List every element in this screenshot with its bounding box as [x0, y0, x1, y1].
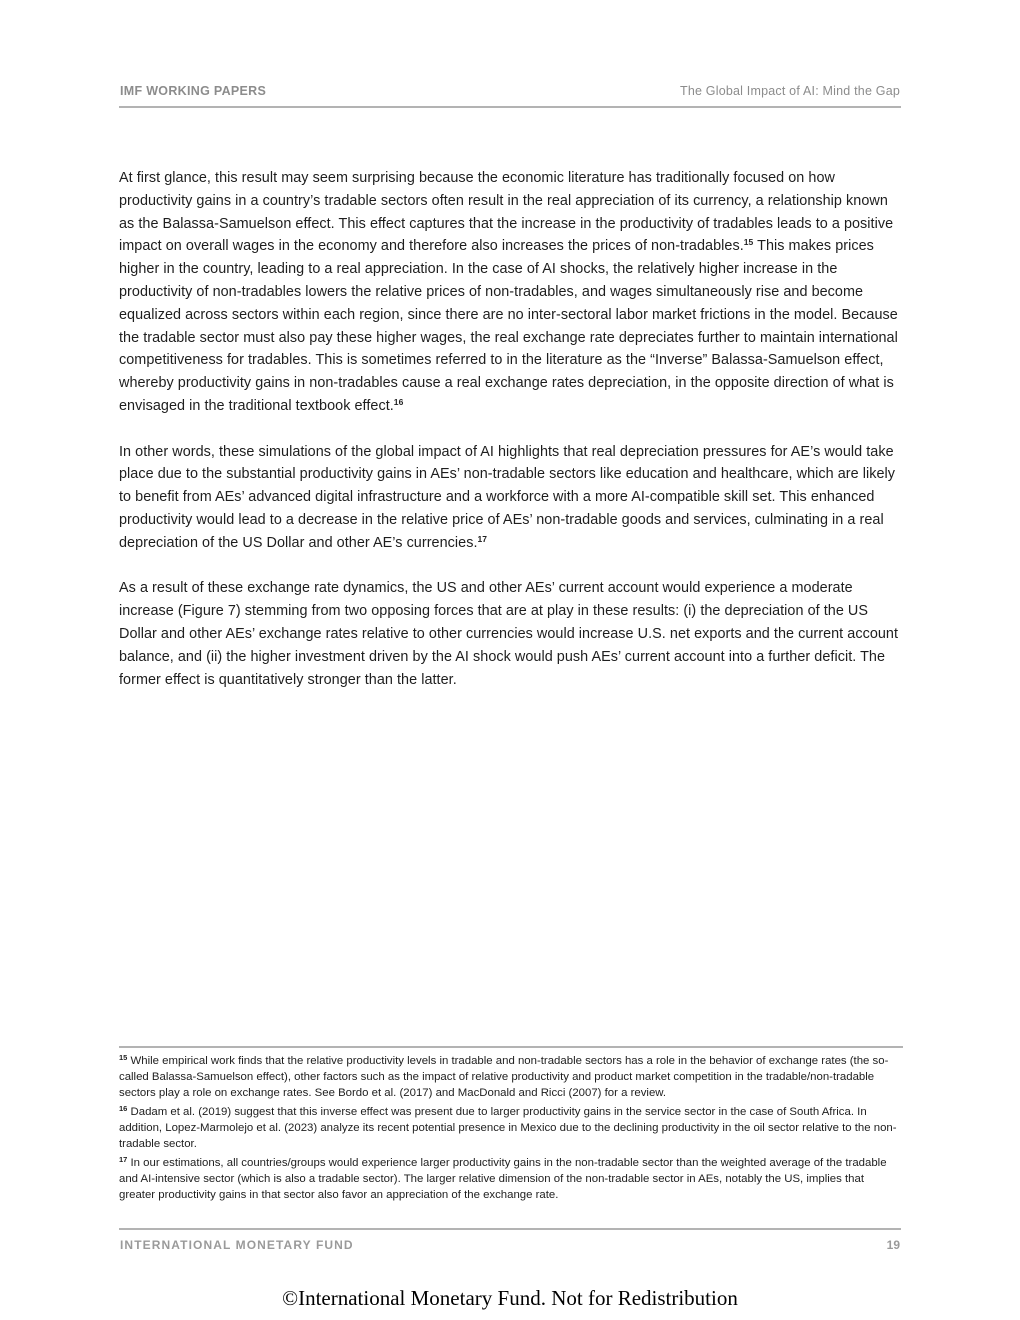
footnotes — [119, 1053, 901, 1206]
footnote-ref-16[interactable]: 16 — [393, 396, 404, 407]
copyright-notice: ©International Monetary Fund. Not for Redistribution — [282, 1286, 738, 1310]
footnote-text: In our estimations, all countries/groups would experience larger productivity gains in the non-tradable sector than the weighted average of the tradable and AI-intensive sector (which is also a tradable sector). The larger relative dimension of the non-tradable sector in AEs, notably the US, implies that greater productivity gains in that sector also favor an appreciation of the exchange rate. — [119, 1157, 887, 1201]
paragraph-2-text: In other words, these simulations of the global impact of AI highlights that real depreciation pressures for AE’s would take place due to the substantial productivity gains in AEs’ non-tradable sectors like education and healthcare, which are likely to benefit from AEs’ advanced digital infrastructure and a workforce with a more AI-compatible skill set. This enhanced productivity would lead to a decrease in the relative price of AEs’ non-tradable goods and services, culminating in a real depreciation of the US Dollar and other AE’s currencies. — [119, 443, 896, 551]
footnote-15 — [119, 1053, 901, 1101]
footer-organization: INTERNATIONAL MONETARY FUND — [120, 1238, 354, 1252]
footnote-number: 17 — [119, 1155, 128, 1164]
paragraph-1 — [119, 167, 901, 418]
running-header — [119, 82, 901, 108]
footnote-number: 15 — [119, 1053, 128, 1062]
page-number: 19 — [886, 1238, 900, 1252]
footnote-ref-15[interactable]: 15 — [743, 237, 754, 248]
paragraph-2 — [119, 441, 901, 555]
main-text — [119, 167, 901, 714]
header-series-title: IMF WORKING PAPERS — [120, 84, 267, 98]
footnote-16 — [119, 1104, 901, 1152]
paragraph-1-text-b: This makes prices higher in the country, leading to a real appreciation. In the case of AI shocks, the relatively higher increase in the productivity of non-tradables lowers the relative prices of non-tradables, and wages simultaneously rise and become equalized across sectors within each region, since there are no inter-sectoral labor market frictions in the model. Because the tradable sector must also pay these higher wages, the real exchange rate depreciates further to maintain international competitiveness for tradables. This is sometimes referred to in the literature as the “Inverse” Balassa-Samuelson effect, whereby productivity gains in non-tradables cause a real exchange rates depreciation, in the opposite direction of what is envisaged in the traditional textbook effect. — [119, 238, 898, 414]
footnote-17 — [119, 1155, 901, 1203]
paragraph-3 — [119, 577, 901, 691]
footnote-ref-17[interactable]: 17 — [477, 533, 488, 544]
header-paper-title: The Global Impact of AI: Mind the Gap — [679, 84, 900, 98]
paragraph-1-text-a: At first glance, this result may seem surprising because the economic literature has traditionally focused on how productivity gains in a country’s tradable sectors often result in the real appreciation of its currency, a relationship known as the Balassa-Samuelson effect. This effect captures that the increase in the productivity of tradables leads to a positive impact on overall wages in the economy and therefore also increases the prices of non-tradables. — [119, 170, 894, 255]
footnote-text: While empirical work finds that the relative productivity levels in tradable and non-tradable sectors has a role in the behavior of exchange rates (the so-called Balassa-Samuelson effect), other factors such as the impact of relative productivity and product market competition in the tradable/non-tradable sectors play a role on exchange rates. See Bordo et al. (2017) and MacDonald and Ricci (2007) for a review. — [119, 1055, 889, 1099]
footnote-text: Dadam et al. (2019) suggest that this inverse effect was present due to larger productivity gains in the service sector in the case of South Africa. In addition, Lopez-Marmolejo et al. (2023) analyze its recent potential presence in Mexico due to the declining productivity in the oil sector relative to the non-tradable sector. — [119, 1106, 897, 1150]
paragraph-3-text: As a result of these exchange rate dynamics, the US and other AEs’ current account would experience a moderate increase (Figure 7) stemming from two opposing forces that are at play in these results: (i) the depreciation of the US Dollar and other AEs’ exchange rates relative to other currencies would increase U.S. net exports and the current account balance, and (ii) the higher investment driven by the AI shock would push AEs’ current account into a further deficit. The former effect is quantitatively stronger than the latter. — [119, 580, 899, 688]
running-footer — [119, 1228, 901, 1252]
footnote-number: 16 — [119, 1104, 128, 1113]
footnote-divider — [119, 1046, 903, 1048]
